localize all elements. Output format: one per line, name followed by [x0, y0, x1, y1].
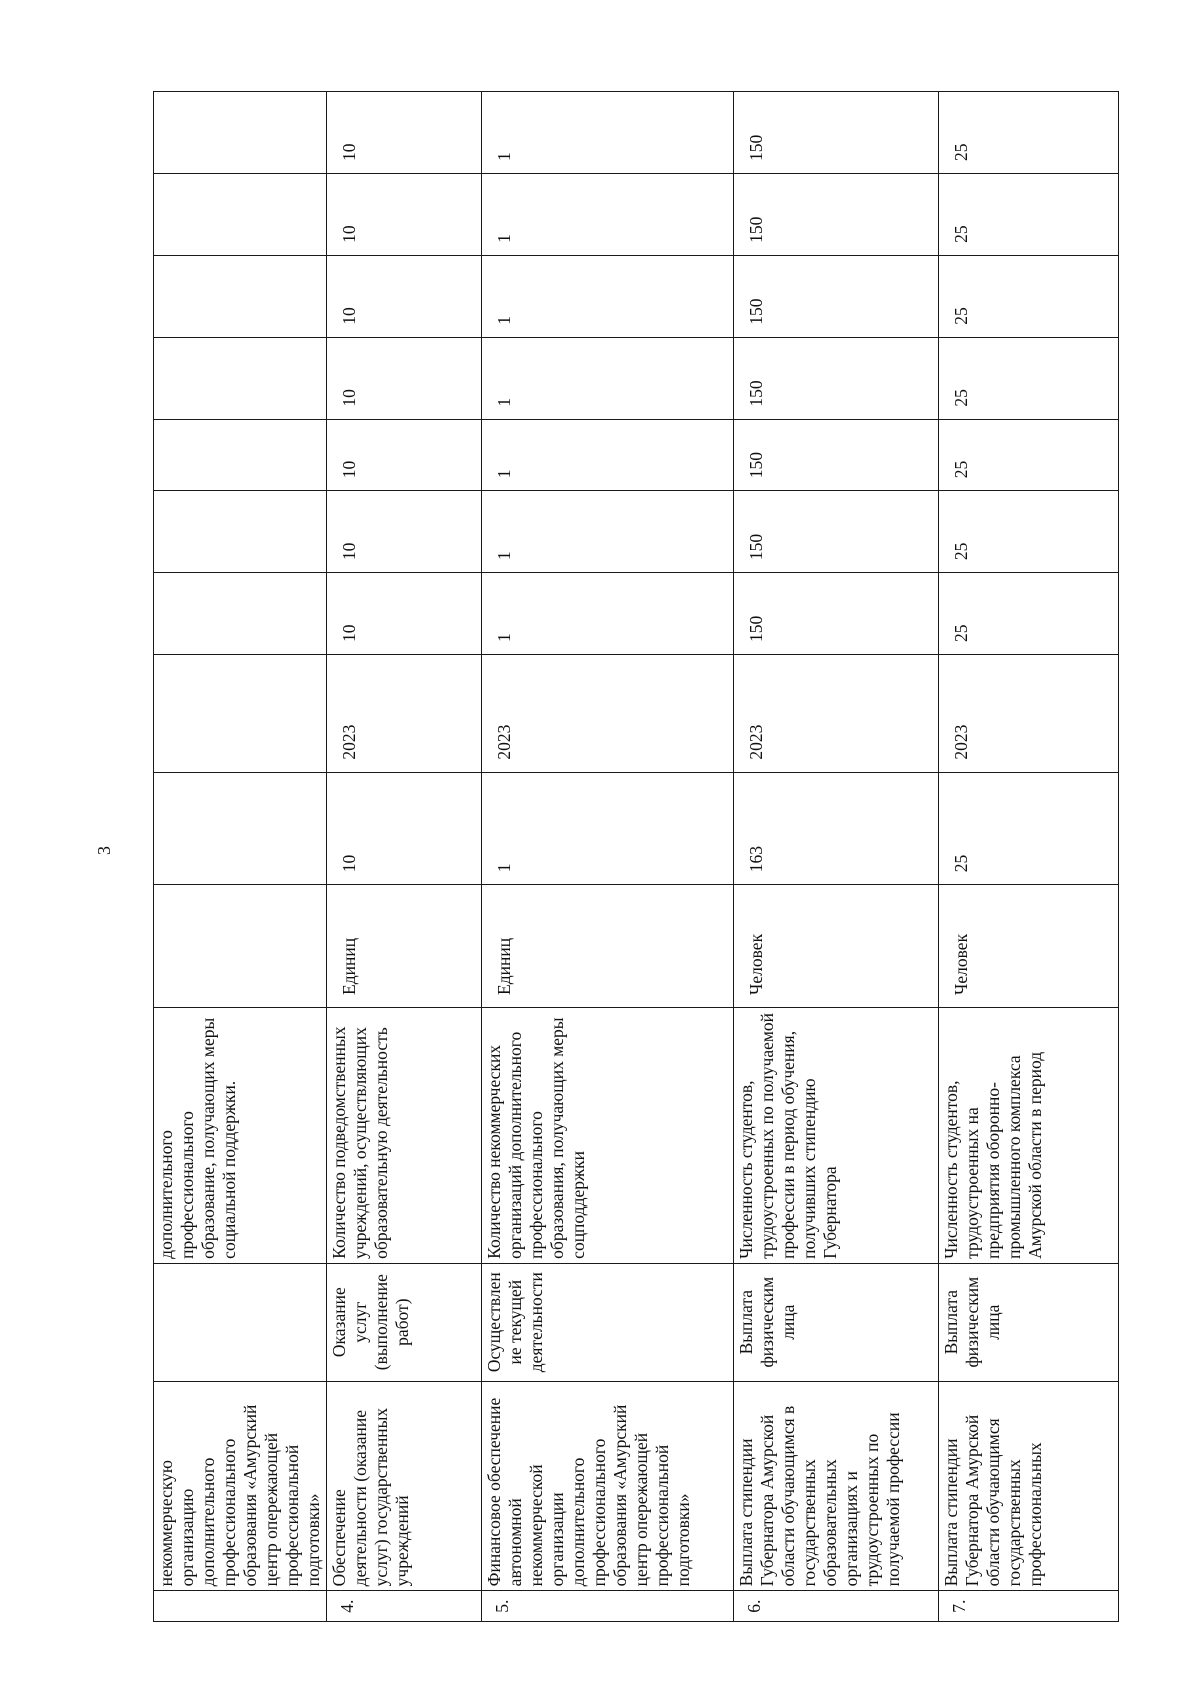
- year-value-cell: 150: [734, 491, 939, 573]
- indicator-cell: Численность студентов, трудоустроенных по получаемой профессии в период обучения, получивших стипендию Губернатора: [734, 1007, 939, 1263]
- base-value-cell: 10: [327, 772, 482, 885]
- base-year-cell: [154, 654, 327, 772]
- table-row: [327, 92, 482, 1622]
- year-value-cell: 25: [939, 419, 1119, 491]
- year-value-cell: 25: [939, 491, 1119, 573]
- year-value-cell: [154, 174, 327, 256]
- year-value-cell: 150: [734, 92, 939, 174]
- base-value-cell: [154, 772, 327, 885]
- year-value-cell: 150: [734, 174, 939, 256]
- unit-cell: Единиц: [482, 885, 734, 1008]
- year-value-cell: 1: [482, 92, 734, 174]
- year-value-cell: 10: [327, 174, 482, 256]
- indicators-table: [153, 91, 1119, 1622]
- indicator-cell: Количество подведомственных учреждений, осуществляющих образовательную деятельность: [327, 1007, 482, 1263]
- year-value-cell: 25: [939, 92, 1119, 174]
- indicator-cell: Количество некоммерческих организаций дополнительного профессионального образования, получающих меры соцподдержки: [482, 1007, 734, 1263]
- year-value-cell: 10: [327, 419, 482, 491]
- year-value-cell: [154, 337, 327, 419]
- row-number-cell: [154, 1591, 327, 1622]
- year-value-cell: 25: [939, 174, 1119, 256]
- table-row: [154, 92, 327, 1622]
- year-value-cell: 10: [327, 255, 482, 337]
- indicator-cell: дополнительного профессионального образование, получающих меры социальной поддержки.: [154, 1007, 327, 1263]
- year-value-cell: 10: [327, 491, 482, 573]
- measure-name-cell: некоммерческую организацию дополнительного профессионального образования «Амурский центр опережающей профессиональной подготовки»: [154, 1381, 327, 1591]
- base-year-cell: 2023: [327, 654, 482, 772]
- unit-cell: Человек: [939, 885, 1119, 1008]
- table-row: [482, 92, 734, 1622]
- year-value-cell: 1: [482, 255, 734, 337]
- year-value-cell: [154, 491, 327, 573]
- year-value-cell: 1: [482, 174, 734, 256]
- year-value-cell: [154, 573, 327, 655]
- measure-type-cell: Оказание услуг (выполнение работ): [327, 1263, 482, 1381]
- table-row: [939, 92, 1119, 1622]
- indicator-cell: Численность студентов, трудоустроенных на предприятия оборонно-промышленного комплекса Амурской области в период: [939, 1007, 1119, 1263]
- measure-name-cell: Финансовое обеспечение автономной некоммерческой организации дополнительного профессионального образования «Амурский центр опережающей профессиональной подготовки»: [482, 1381, 734, 1591]
- row-number-cell: 4.: [327, 1591, 482, 1622]
- year-value-cell: 25: [939, 255, 1119, 337]
- base-value-cell: 25: [939, 772, 1119, 885]
- measure-type-cell: [154, 1263, 327, 1381]
- year-value-cell: 10: [327, 92, 482, 174]
- year-value-cell: 10: [327, 337, 482, 419]
- base-year-cell: 2023: [734, 654, 939, 772]
- year-value-cell: 25: [939, 573, 1119, 655]
- year-value-cell: 150: [734, 337, 939, 419]
- measure-name-cell: Выплата стипендии Губернатора Амурской области обучающимся в государственных образовательных организациях и трудоустроенных по получаемой профессии: [734, 1381, 939, 1591]
- year-value-cell: [154, 255, 327, 337]
- year-value-cell: [154, 419, 327, 491]
- year-value-cell: 25: [939, 337, 1119, 419]
- measure-type-cell: Выплата физическим лица: [734, 1263, 939, 1381]
- base-value-cell: 163: [734, 772, 939, 885]
- row-number-cell: 6.: [734, 1591, 939, 1622]
- year-value-cell: 10: [327, 573, 482, 655]
- base-year-cell: 2023: [482, 654, 734, 772]
- year-value-cell: 150: [734, 573, 939, 655]
- unit-cell: Человек: [734, 885, 939, 1008]
- measure-name-cell: Выплата стипендии Губернатора Амурской области обучающимся государственных профессиональных: [939, 1381, 1119, 1591]
- year-value-cell: 1: [482, 419, 734, 491]
- base-value-cell: 1: [482, 772, 734, 885]
- base-year-cell: 2023: [939, 654, 1119, 772]
- year-value-cell: 150: [734, 419, 939, 491]
- row-number-cell: 5.: [482, 1591, 734, 1622]
- page-number: 3: [94, 846, 114, 855]
- row-number-cell: 7.: [939, 1591, 1119, 1622]
- year-value-cell: 150: [734, 255, 939, 337]
- year-value-cell: 1: [482, 337, 734, 419]
- measure-type-cell: Осуществление текущей деятельности: [482, 1263, 734, 1381]
- unit-cell: [154, 885, 327, 1008]
- measure-type-cell: Выплата физическим лица: [939, 1263, 1119, 1381]
- unit-cell: Единиц: [327, 885, 482, 1008]
- table-row: [734, 92, 939, 1622]
- year-value-cell: [154, 92, 327, 174]
- year-value-cell: 1: [482, 491, 734, 573]
- measure-name-cell: Обеспечение деятельности (оказание услуг) государственных учреждений: [327, 1381, 482, 1591]
- year-value-cell: 1: [482, 573, 734, 655]
- rotated-table-container: [153, 91, 1045, 1622]
